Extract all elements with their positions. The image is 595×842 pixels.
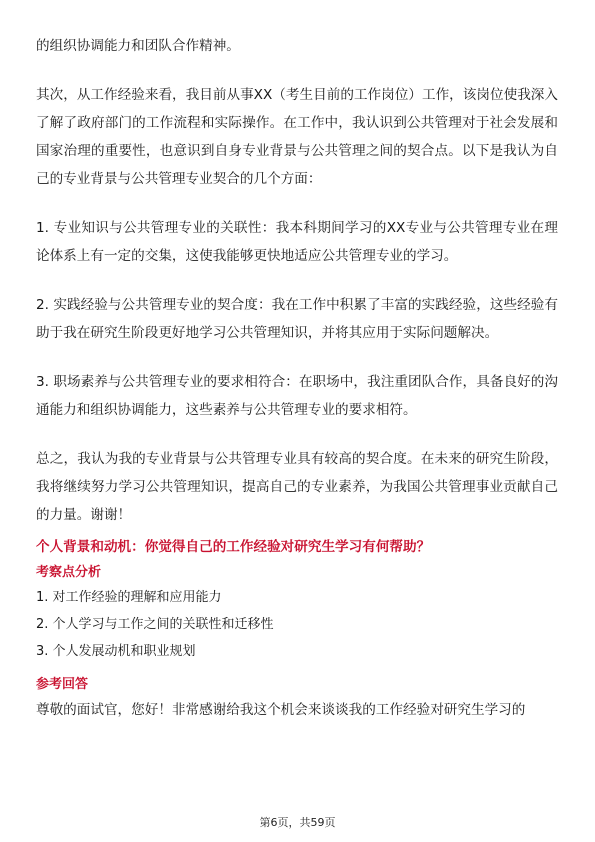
paragraph-continuation: 的组织协调能力和团队合作精神。 [36, 38, 240, 54]
document-page [36, 32, 558, 724]
paragraph-point-3: 3. 职场素养与公共管理专业的要求相符合：在职场中，我注重团队合作，具备良好的沟通能力和组织协调能力，这些素养与公共管理专业的要求相符。 [36, 374, 558, 418]
paragraph-conclusion: 总之，我认为我的专业背景与公共管理专业具有较高的契合度。在未来的研究生阶段，我将继续努力学习公共管理知识，提高自己的专业素养，为我国公共管理事业贡献自己的力量。谢谢！ [36, 451, 558, 523]
analysis-item: 2. 个人学习与工作之间的关联性和迁移性 [36, 617, 274, 632]
paragraph-point-1: 1. 专业知识与公共管理专业的关联性：我本科期间学习的XX专业与公共管理专业在理论体系上有一定的交集，这使我能够更快地适应公共管理专业的学习。 [36, 220, 558, 264]
paragraph-point-2: 2. 实践经验与公共管理专业的契合度：我在工作中积累了丰富的实践经验，这些经验有助于我在研究生阶段更好地学习公共管理知识，并将其应用于实际问题解决。 [36, 297, 558, 341]
analysis-item: 3. 个人发展动机和职业规划 [36, 644, 196, 659]
paragraph-work-experience: 其次，从工作经验来看，我目前从事XX（考生目前的工作岗位）工作，该岗位使我深入了解了政府部门的工作流程和实际操作。在工作中，我认识到公共管理对于社会发展和国家治理的重要性，也意识到自身专业背景与公共管理之间的契合点。以下是我认为自己的专业背景与公共管理专业契合的几个方面： [36, 87, 558, 187]
answer-title: 参考回答 [36, 677, 89, 692]
interview-question: 个人背景和动机：你觉得自己的工作经验对研究生学习有何帮助？ [36, 539, 431, 555]
answer-text: 尊敬的面试官，您好！非常感谢给我这个机会来谈谈我的工作经验对研究生学习的 [36, 702, 526, 718]
page-number: 第6页，共59页 [259, 816, 336, 829]
analysis-item: 1. 对工作经验的理解和应用能力 [36, 590, 222, 605]
analysis-title: 考察点分析 [36, 565, 102, 580]
